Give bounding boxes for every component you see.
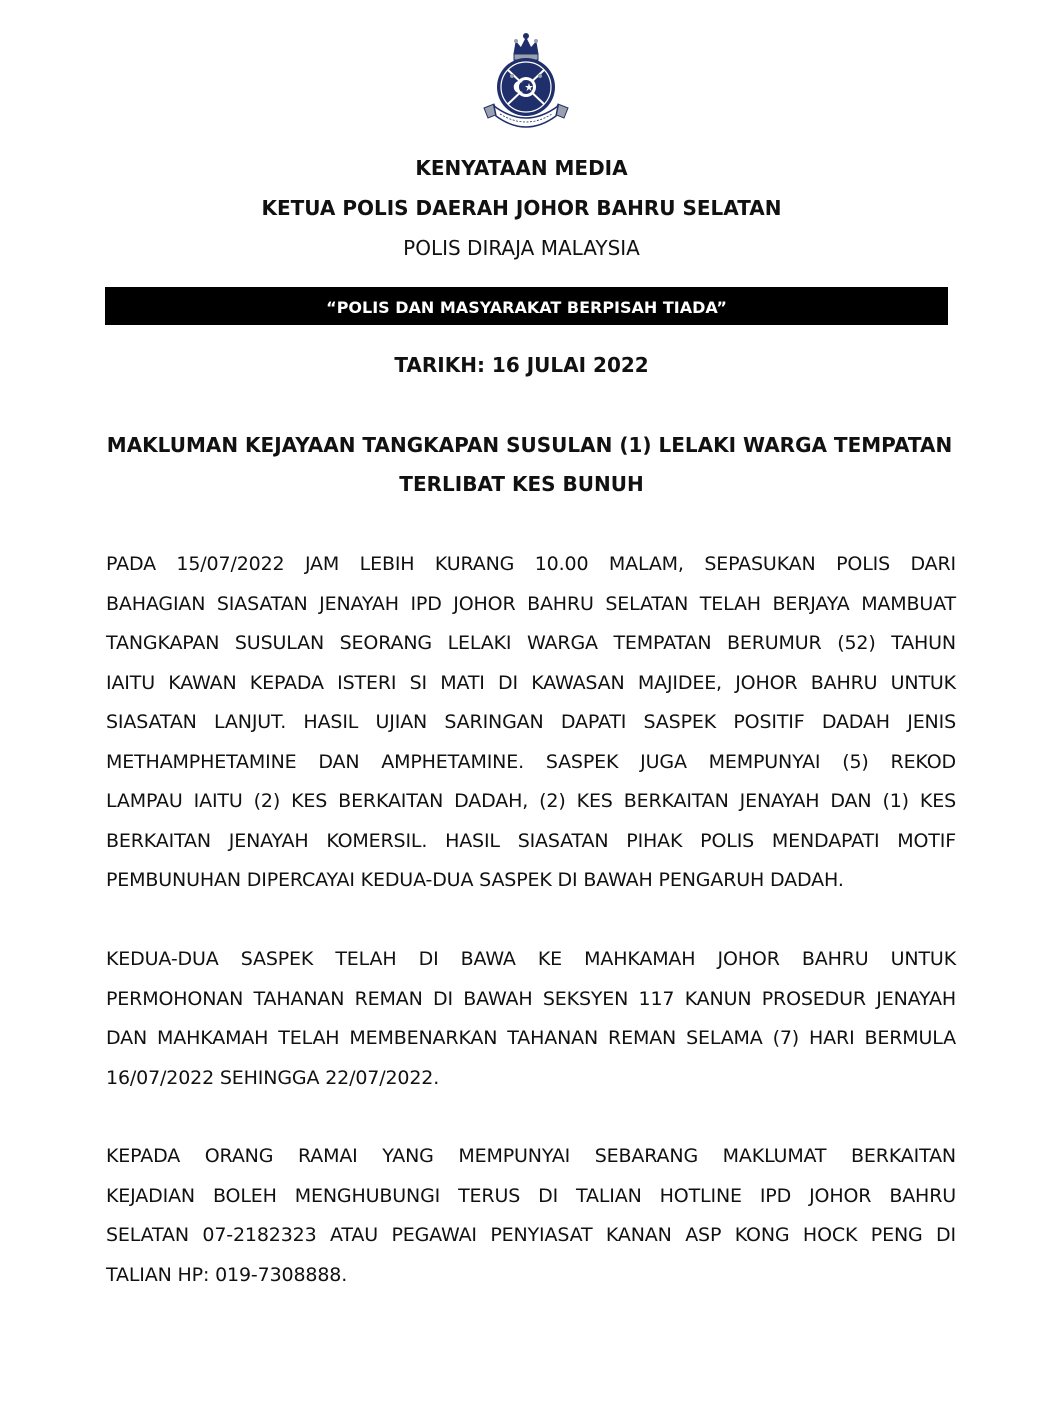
release-title-line-1: MAKLUMAN KEJAYAAN TANGKAPAN SUSULAN (1) LELAKI WARGA TEMPATAN: [106, 433, 953, 457]
release-title-line-2: TERLIBAT KES BUNUH: [399, 472, 644, 496]
paragraph-line: DAN MAHKAMAH TELAH MEMBENARKAN TAHANAN REMAN SELAMA (7) HARI BERMULA: [106, 1027, 956, 1049]
paragraph-line: 16/07/2022 SEHINGGA 22/07/2022.: [106, 1066, 440, 1089]
crown-icon: [514, 33, 538, 60]
paragraph-line: SELATAN 07-2182323 ATAU PEGAWAI PENYIASAT KANAN ASP KONG HOCK PENG DI: [106, 1224, 956, 1246]
paragraph-line: LAMPAU IAITU (2) KES BERKAITAN DADAH, (2) KES BERKAITAN JENAYAH DAN (1) KES: [106, 790, 956, 812]
body-paragraph-3: [106, 1137, 956, 1295]
paragraph-line: PEMBUNUHAN DIPERCAYAI KEDUA-DUA SASPEK DI BAWAH PENGARUH DADAH.: [106, 869, 844, 891]
body-paragraph-1: [106, 545, 956, 901]
paragraph-line: TANGKAPAN SUSULAN SEORANG LELAKI WARGA TEMPATAN BERUMUR (52) TAHUN: [106, 632, 956, 654]
document-type-heading: KENYATAAN MEDIA: [415, 156, 628, 180]
paragraph-line: BERKAITAN JENAYAH KOMERSIL. HASIL SIASATAN PIHAK POLIS MENDAPATI MOTIF: [106, 829, 956, 852]
issuer-heading: KETUA POLIS DAERAH JOHOR BAHRU SELATAN: [261, 196, 782, 220]
motto-banner: “POLIS DAN MASYARAKAT BERPISAH TIADA”: [105, 287, 948, 325]
paragraph-line: PADA 15/07/2022 JAM LEBIH KURANG 10.00 MALAM, SEPASUKAN POLIS DARI: [106, 553, 956, 575]
body-paragraph-2: [106, 940, 956, 1098]
paragraph-line: BAHAGIAN SIASATAN JENAYAH IPD JOHOR BAHRU SELATAN TELAH BERJAYA MAMBUAT: [106, 592, 956, 615]
paragraph-line: PERMOHONAN TAHANAN REMAN DI BAWAH SEKSYEN 117 KANUN PROSEDUR JENAYAH: [106, 987, 956, 1010]
release-date: TARIKH: 16 JULAI 2022: [394, 353, 649, 377]
paragraph-line: METHAMPHETAMINE DAN AMPHETAMINE. SASPEK JUGA MEMPUNYAI (5) REKOD: [106, 750, 956, 773]
paragraph-line: SIASATAN LANJUT. HASIL UJIAN SARINGAN DAPATI SASPEK POSITIF DADAH JENIS: [106, 711, 956, 733]
paragraph-line: KEPADA ORANG RAMAI YANG MEMPUNYAI SEBARANG MAKLUMAT BERKAITAN: [106, 1145, 956, 1167]
paragraph-line: TALIAN HP: 019-7308888.: [106, 1263, 348, 1286]
paragraph-line: KEDUA-DUA SASPEK TELAH DI BAWA KE MAHKAMAH JOHOR BAHRU UNTUK: [106, 948, 956, 970]
pdrm-crest-icon: [478, 30, 574, 134]
paragraph-line: IAITU KAWAN KEPADA ISTERI SI MATI DI KAWASAN MAJIDEE, JOHOR BAHRU UNTUK: [106, 671, 956, 694]
paragraph-line: KEJADIAN BOLEH MENGHUBUNGI TERUS DI TALIAN HOTLINE IPD JOHOR BAHRU: [106, 1184, 956, 1207]
organization-name: POLIS DIRAJA MALAYSIA: [403, 236, 640, 260]
